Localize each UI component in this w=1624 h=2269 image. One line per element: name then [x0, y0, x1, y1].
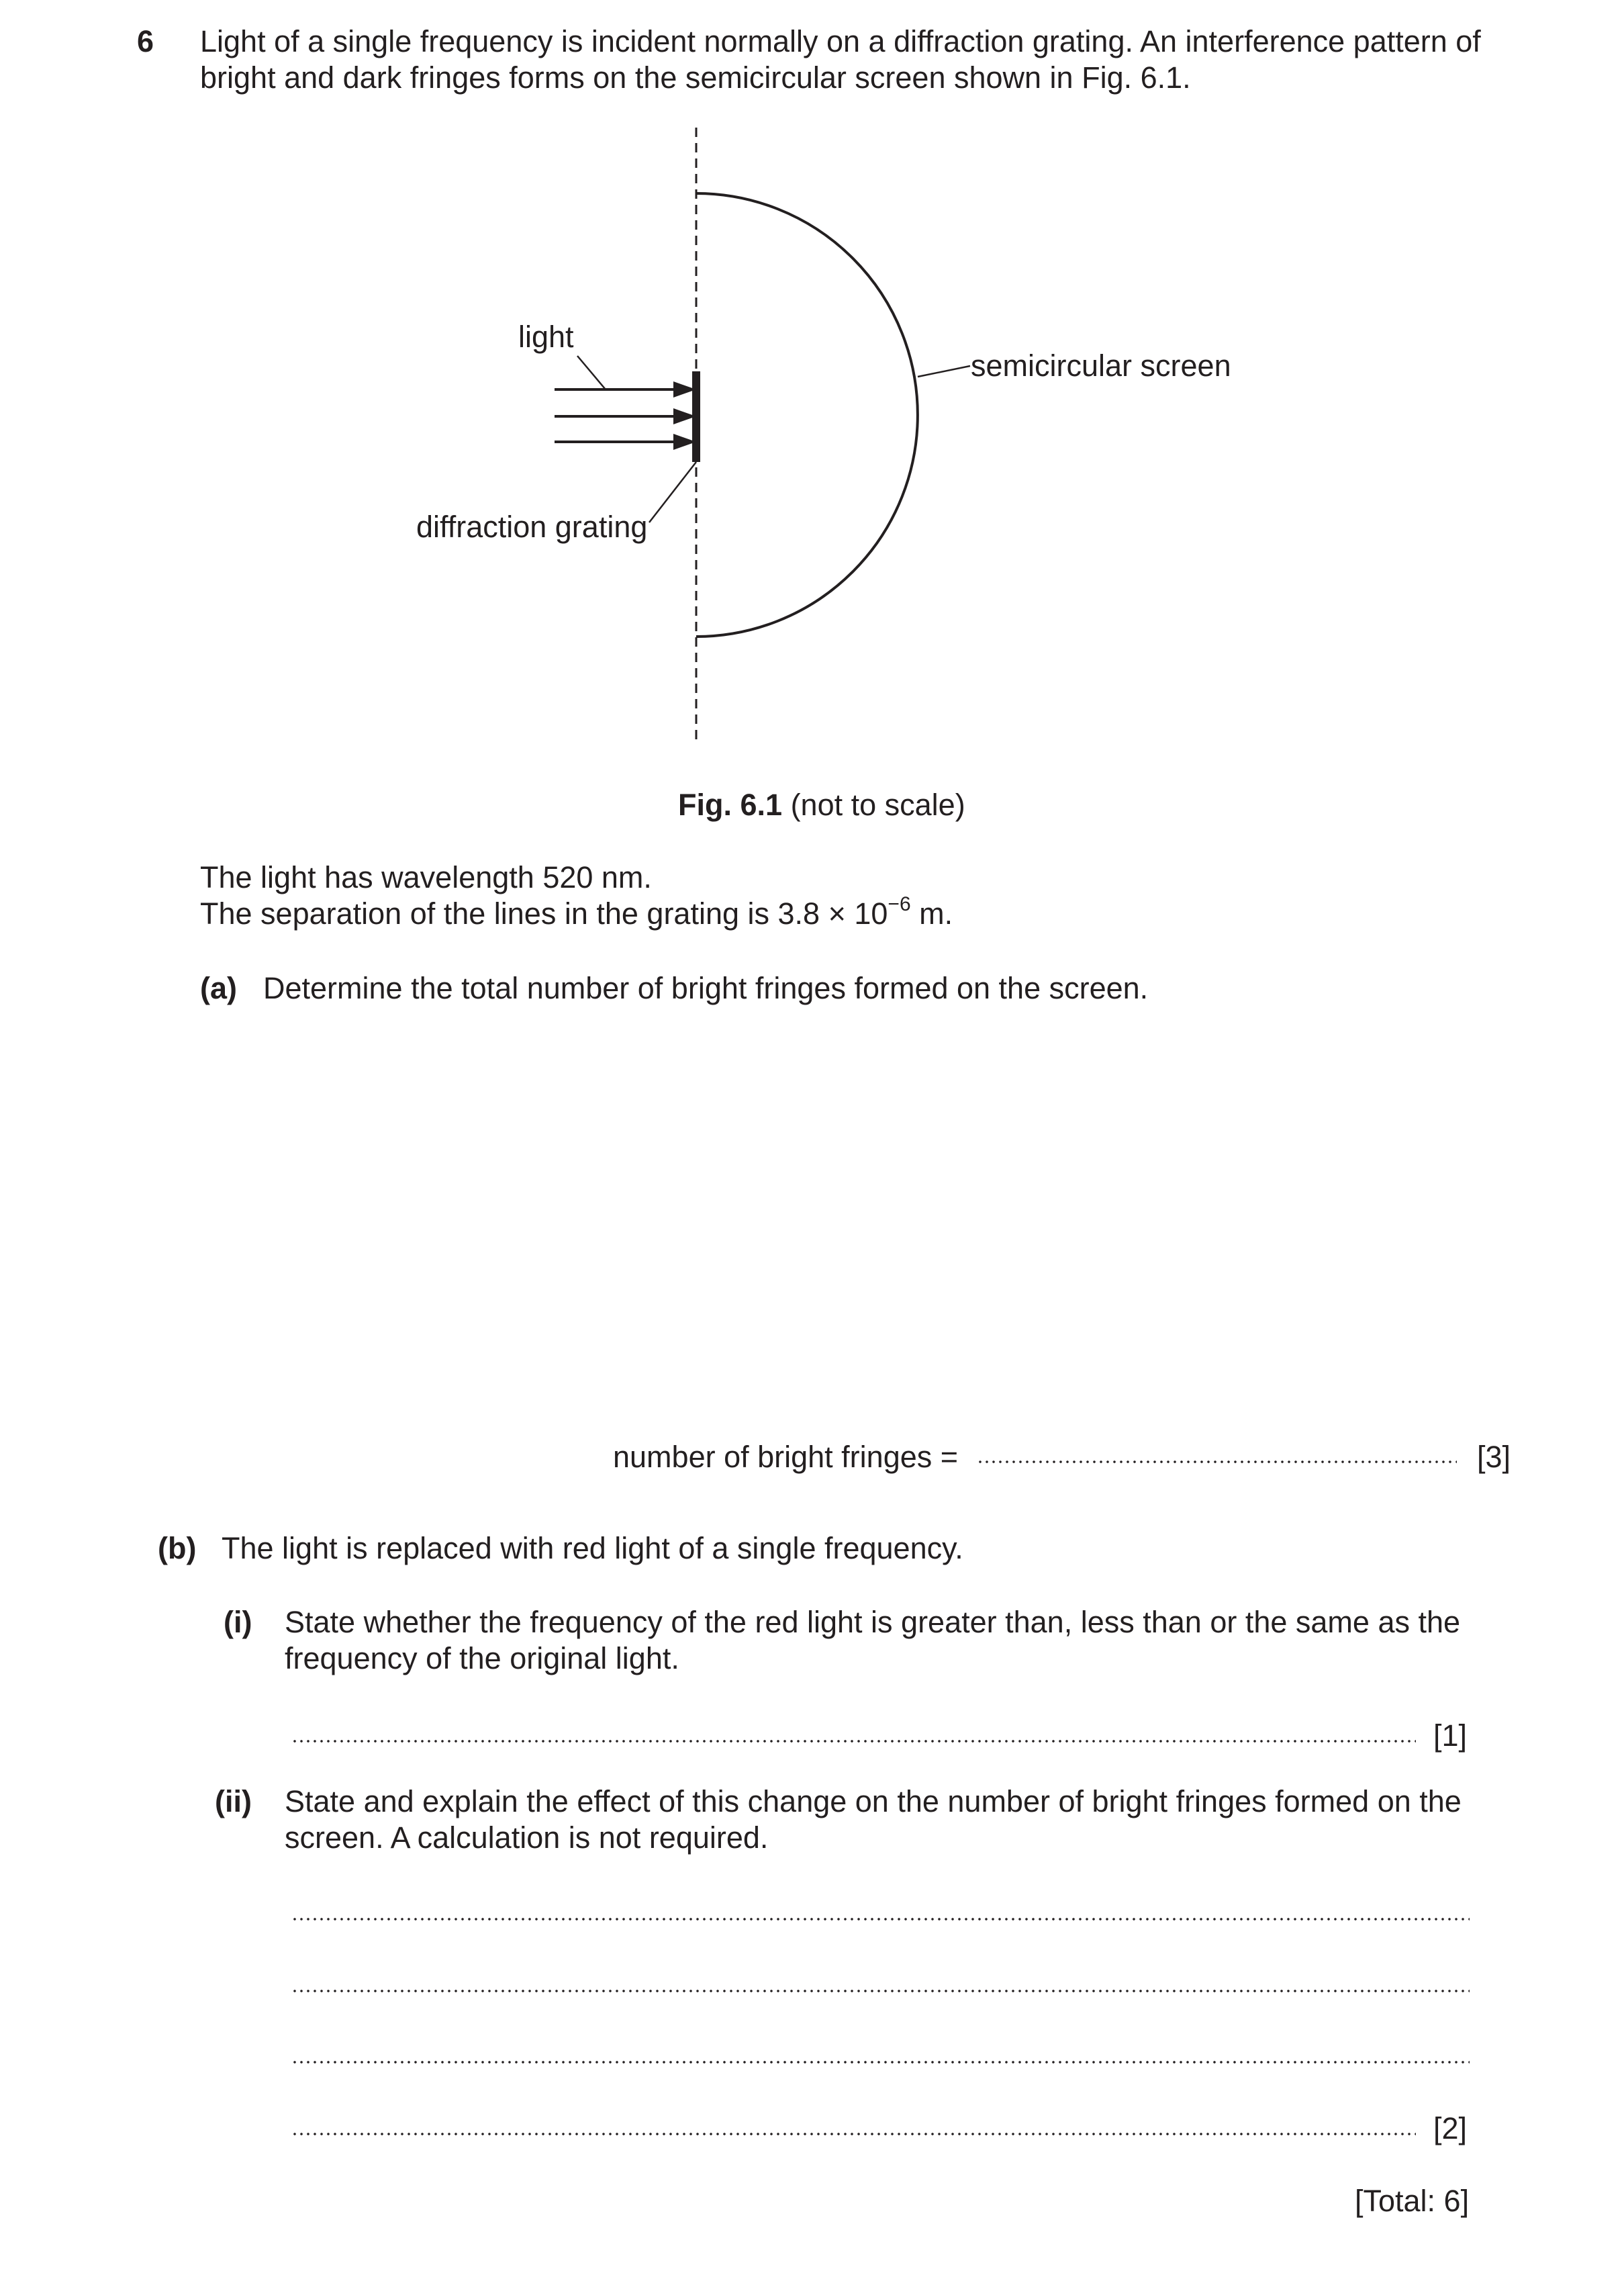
part-b-i-line-1: State whether the frequency of the red light is greater than, less than or the same as the	[285, 1605, 1461, 1639]
part-b-ii-line-2: screen. A calculation is not required.	[285, 1820, 769, 1855]
info-separation	[200, 893, 953, 932]
light-leader-line	[577, 356, 606, 389]
figure-caption	[678, 787, 965, 823]
part-b-ii-answer-line-1[interactable]	[291, 1918, 1470, 1920]
part-b-label: (b)	[158, 1531, 197, 1565]
info-separation-unit: m.	[910, 896, 953, 931]
part-a-answer-line[interactable]	[977, 1461, 1457, 1463]
part-a-question: Determine the total number of bright fringes formed on the screen.	[263, 971, 1149, 1005]
label-semicircular-screen: semicircular screen	[971, 349, 1231, 383]
part-a-marks: [3]	[1477, 1440, 1511, 1474]
label-light: light	[518, 320, 574, 354]
part-b-ii-label: (ii)	[215, 1784, 252, 1818]
question-stem-line-1: Light of a single frequency is incident normally on a diffraction grating. An interference pattern of	[200, 24, 1481, 58]
part-b-i-marks: [1]	[1433, 1718, 1468, 1753]
info-separation-text: The separation of the lines in the grating is 3.8 × 10	[200, 896, 888, 931]
figure-caption-note: (not to scale)	[790, 788, 965, 822]
part-b-ii-marks: [2]	[1433, 2111, 1468, 2145]
semicircular-screen	[696, 193, 918, 637]
total-marks: [Total: 6]	[1355, 2184, 1470, 2218]
part-b-question: The light is replaced with red light of a single frequency.	[222, 1531, 963, 1565]
part-b-i-answer-line[interactable]	[291, 1740, 1416, 1743]
info-separation-exponent: −6	[888, 893, 911, 915]
part-b-ii-answer-line-2[interactable]	[291, 1990, 1470, 1992]
incident-light-arrows	[555, 381, 696, 450]
part-b-ii-line-1: State and explain the effect of this change on the number of bright fringes formed on the	[285, 1784, 1462, 1818]
question-stem-line-2: bright and dark fringes forms on the semicircular screen shown in Fig. 6.1.	[200, 60, 1191, 95]
question-number: 6	[137, 24, 154, 58]
part-b-i-line-2: frequency of the original light.	[285, 1641, 679, 1675]
part-b-ii-answer-line-3[interactable]	[291, 2061, 1470, 2064]
part-b-i-label: (i)	[224, 1605, 252, 1639]
grating-leader-line	[649, 462, 696, 522]
label-diffraction-grating: diffraction grating	[416, 510, 648, 544]
part-a-answer-label: number of bright fringes =	[613, 1440, 959, 1474]
part-b-ii-answer-line-4[interactable]	[291, 2133, 1416, 2135]
figure-6-1-diagram	[0, 0, 1624, 759]
figure-caption-number: Fig. 6.1	[678, 788, 783, 822]
screen-leader-line	[918, 366, 970, 377]
info-wavelength: The light has wavelength 520 nm.	[200, 860, 652, 894]
part-a-label: (a)	[200, 971, 237, 1005]
